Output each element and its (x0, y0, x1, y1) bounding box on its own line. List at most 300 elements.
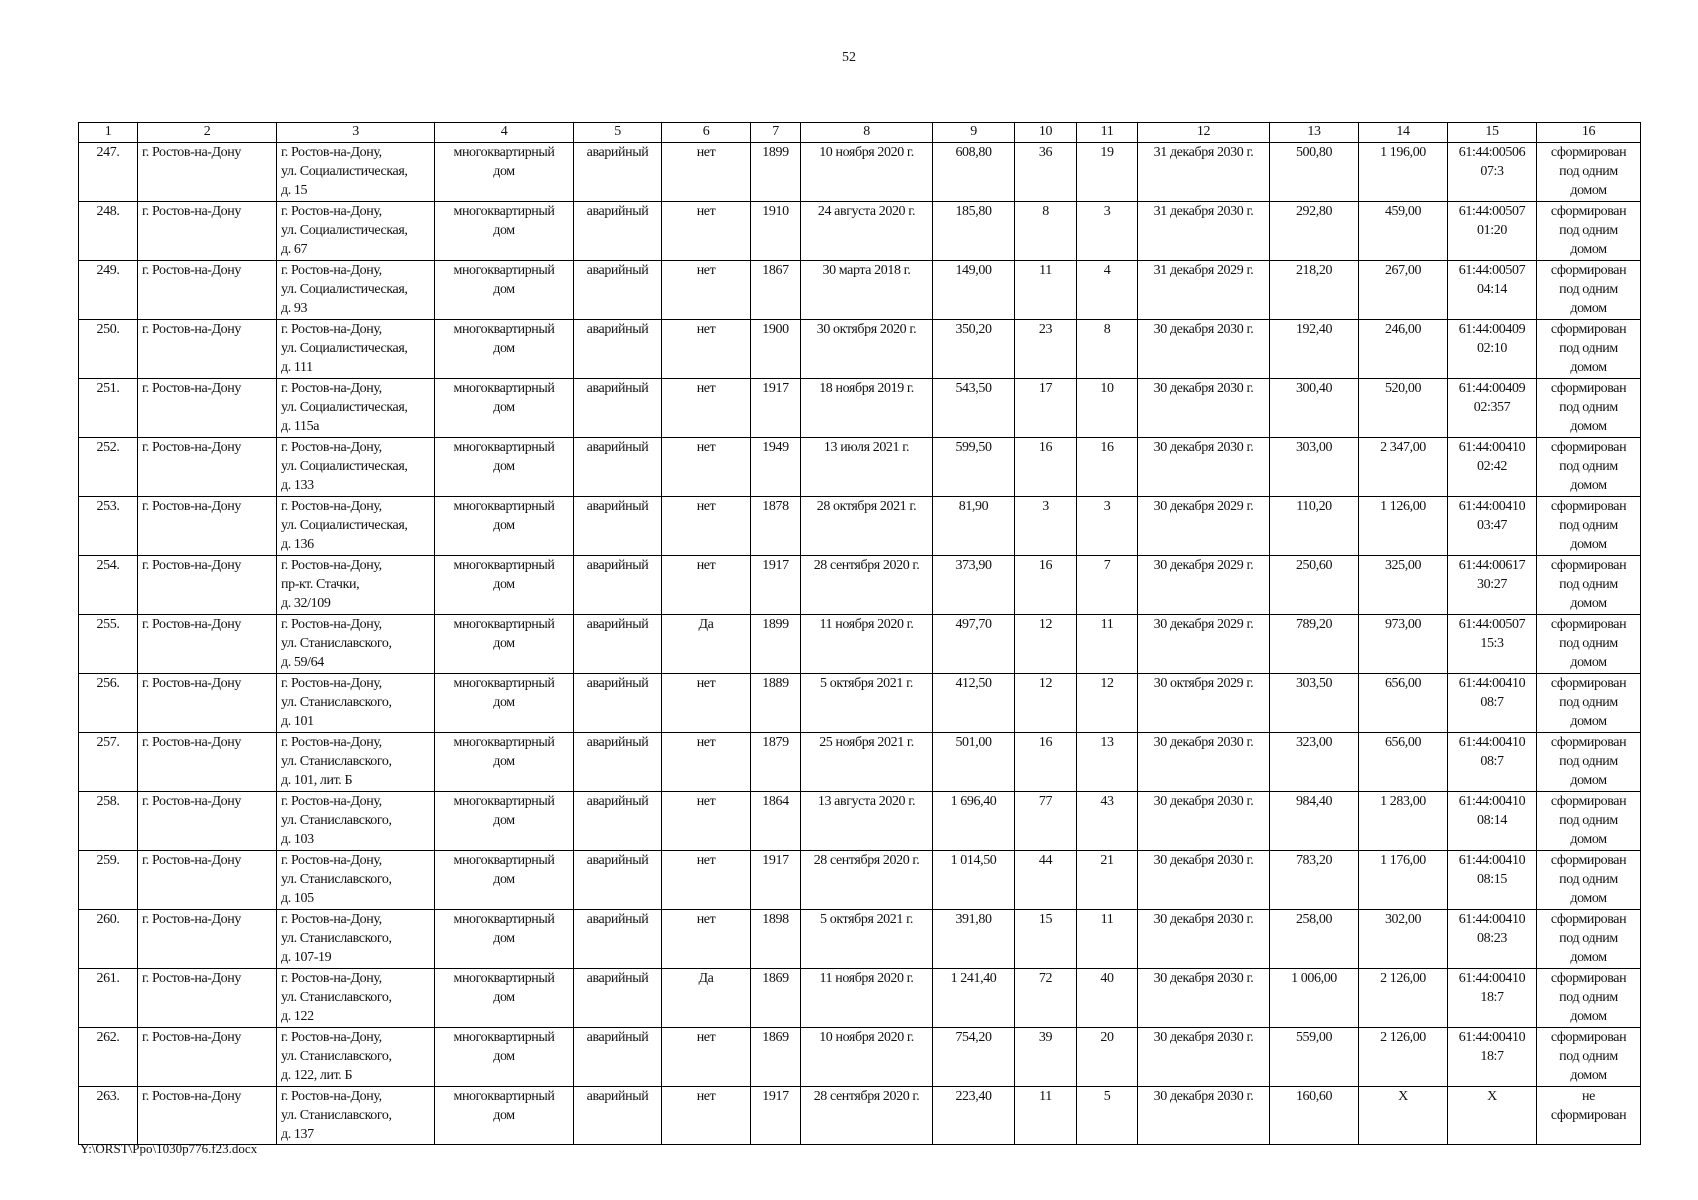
municipality-cell: г. Ростов-на-Дону (138, 1028, 277, 1087)
address-cell (277, 1028, 435, 1087)
address-cell (277, 910, 435, 969)
building-type-line: многоквартирный (453, 1030, 555, 1045)
land-plot-status-cell (1537, 556, 1641, 615)
deadline-cell: 30 декабря 2029 г. (1138, 497, 1270, 556)
year-built-cell: 1899 (751, 615, 801, 674)
address-line: г. Ростов-на-Дону, (281, 971, 382, 986)
land-plot-status-line: сформирован (1550, 676, 1627, 691)
table-row (79, 379, 1641, 438)
column-10-cell: 11 (1015, 1087, 1077, 1145)
building-type-cell (435, 969, 574, 1028)
address-cell (277, 202, 435, 261)
land-plot-status-line: под одним (1559, 813, 1618, 828)
cadastral-number-cell (1448, 615, 1537, 674)
land-plot-status-line: под одним (1559, 282, 1618, 297)
cadastral-number-line: 61:44:00506 (1458, 145, 1526, 160)
column-header-15: 15 (1448, 123, 1537, 143)
address-line: ул. Станиславского, (281, 754, 392, 769)
area-cell: 608,80 (933, 143, 1015, 202)
deadline-cell: 30 декабря 2029 г. (1138, 556, 1270, 615)
registry-table (78, 122, 1641, 1145)
address-line: ул. Социалистическая, (281, 282, 408, 297)
table-row (79, 202, 1641, 261)
building-type-line: многоквартирный (453, 676, 555, 691)
cadastral-number-line: 08:7 (1480, 754, 1504, 769)
area-cell: 149,00 (933, 261, 1015, 320)
address-line: ул. Социалистическая, (281, 341, 408, 356)
area-cell: 223,40 (933, 1087, 1015, 1145)
land-plot-status-line: сформирован (1550, 499, 1627, 514)
column-11-cell: 13 (1077, 733, 1138, 792)
cadastral-number-cell (1448, 320, 1537, 379)
year-built-cell: 1879 (751, 733, 801, 792)
municipality-cell: г. Ростов-на-Дону (138, 143, 277, 202)
table-row (79, 320, 1641, 379)
land-plot-status-line: под одним (1559, 518, 1618, 533)
recognition-date-cell: 28 октября 2021 г. (801, 497, 933, 556)
municipality-cell: г. Ростов-на-Дону (138, 733, 277, 792)
column-6-cell: нет (662, 851, 751, 910)
deadline-cell: 30 декабря 2030 г. (1138, 792, 1270, 851)
footer-file-path: Y:\ORST\Ppo\1030p776.f23.docx (80, 1141, 258, 1156)
year-built-cell: 1878 (751, 497, 801, 556)
column-header-11: 11 (1077, 123, 1138, 143)
column-13-cell: 984,40 (1270, 792, 1359, 851)
column-10-cell: 39 (1015, 1028, 1077, 1087)
row-number-cell: 263. (79, 1087, 138, 1145)
column-13-cell: 789,20 (1270, 615, 1359, 674)
building-type-line: многоквартирный (453, 1089, 555, 1104)
address-line: ул. Социалистическая, (281, 223, 408, 238)
municipality-cell: г. Ростов-на-Дону (138, 969, 277, 1028)
land-plot-status-cell (1537, 910, 1641, 969)
land-plot-status-cell (1537, 202, 1641, 261)
address-line: д. 133 (281, 478, 314, 493)
building-type-cell (435, 320, 574, 379)
cadastral-number-line: 61:44:00410 (1458, 794, 1526, 809)
recognition-date-cell: 13 июля 2021 г. (801, 438, 933, 497)
land-plot-status-line: сформирован (1550, 617, 1627, 632)
condition-cell: аварийный (574, 792, 662, 851)
land-plot-status-line: не (1582, 1089, 1595, 1104)
column-6-cell: нет (662, 320, 751, 379)
column-6-cell: нет (662, 733, 751, 792)
land-plot-status-line: сформирован (1550, 263, 1627, 278)
year-built-cell: 1899 (751, 143, 801, 202)
area-cell: 1 696,40 (933, 792, 1015, 851)
cadastral-number-line: 18:7 (1480, 1049, 1504, 1064)
building-type-cell (435, 910, 574, 969)
row-number-cell: 247. (79, 143, 138, 202)
address-line: г. Ростов-на-Дону, (281, 440, 382, 455)
column-14-cell: 2 126,00 (1359, 1028, 1448, 1087)
condition-cell: аварийный (574, 851, 662, 910)
cadastral-number-line: 61:44:00410 (1458, 853, 1526, 868)
building-type-line: многоквартирный (453, 971, 555, 986)
land-plot-status-line: под одним (1559, 636, 1618, 651)
land-plot-status-line: сформирован (1550, 440, 1627, 455)
recognition-date-cell: 18 ноября 2019 г. (801, 379, 933, 438)
cadastral-number-line: 61:44:00409 (1458, 381, 1526, 396)
year-built-cell: 1917 (751, 379, 801, 438)
column-10-cell: 8 (1015, 202, 1077, 261)
column-13-cell: 303,00 (1270, 438, 1359, 497)
land-plot-status-cell (1537, 969, 1641, 1028)
row-number-cell: 261. (79, 969, 138, 1028)
cadastral-number-line: 15:3 (1480, 636, 1504, 651)
building-type-cell (435, 556, 574, 615)
column-10-cell: 17 (1015, 379, 1077, 438)
address-line: г. Ростов-на-Дону, (281, 676, 382, 691)
column-14-cell: 267,00 (1359, 261, 1448, 320)
column-6-cell: Да (662, 615, 751, 674)
building-type-line: многоквартирный (453, 145, 555, 160)
land-plot-status-line: домом (1570, 773, 1607, 788)
address-line: г. Ростов-на-Дону, (281, 853, 382, 868)
cadastral-number-line: 61:44:00410 (1458, 440, 1526, 455)
address-line: г. Ростов-на-Дону, (281, 145, 382, 160)
address-cell (277, 851, 435, 910)
address-cell (277, 969, 435, 1028)
column-6-cell: нет (662, 438, 751, 497)
land-plot-status-line: сформирован (1550, 971, 1627, 986)
deadline-cell: 30 декабря 2030 г. (1138, 910, 1270, 969)
column-11-cell: 4 (1077, 261, 1138, 320)
row-number-cell: 251. (79, 379, 138, 438)
land-plot-status-line: сформирован (1550, 735, 1627, 750)
area-cell: 543,50 (933, 379, 1015, 438)
land-plot-status-line: сформирован (1550, 381, 1627, 396)
deadline-cell: 30 декабря 2029 г. (1138, 615, 1270, 674)
building-type-line: многоквартирный (453, 912, 555, 927)
land-plot-status-line: домом (1570, 419, 1607, 434)
area-cell: 350,20 (933, 320, 1015, 379)
address-line: ул. Социалистическая, (281, 459, 408, 474)
row-number-cell: 258. (79, 792, 138, 851)
column-6-cell: нет (662, 143, 751, 202)
column-11-cell: 11 (1077, 910, 1138, 969)
column-13-cell: 192,40 (1270, 320, 1359, 379)
building-type-line: дом (493, 813, 515, 828)
land-plot-status-line: домом (1570, 596, 1607, 611)
table-row (79, 733, 1641, 792)
address-line: ул. Социалистическая, (281, 164, 408, 179)
address-line: д. 122 (281, 1009, 314, 1024)
building-type-line: дом (493, 636, 515, 651)
column-11-cell: 5 (1077, 1087, 1138, 1145)
area-cell: 412,50 (933, 674, 1015, 733)
column-10-cell: 12 (1015, 615, 1077, 674)
land-plot-status-cell (1537, 1087, 1641, 1145)
recognition-date-cell: 30 марта 2018 г. (801, 261, 933, 320)
column-11-cell: 12 (1077, 674, 1138, 733)
municipality-cell: г. Ростов-на-Дону (138, 910, 277, 969)
condition-cell: аварийный (574, 1087, 662, 1145)
cadastral-number-line: 02:10 (1477, 341, 1507, 356)
cadastral-number-line: 18:7 (1480, 990, 1504, 1005)
column-14-cell: 1 196,00 (1359, 143, 1448, 202)
address-line: г. Ростов-на-Дону, (281, 499, 382, 514)
cadastral-number-cell (1448, 1087, 1537, 1145)
building-type-cell (435, 379, 574, 438)
column-11-cell: 10 (1077, 379, 1138, 438)
cadastral-number-line: 61:44:00410 (1458, 1030, 1526, 1045)
land-plot-status-line: под одним (1559, 931, 1618, 946)
cadastral-number-line: 61:44:00507 (1458, 263, 1526, 278)
column-header-8: 8 (801, 123, 933, 143)
area-cell: 81,90 (933, 497, 1015, 556)
column-13-cell: 292,80 (1270, 202, 1359, 261)
condition-cell: аварийный (574, 261, 662, 320)
area-cell: 185,80 (933, 202, 1015, 261)
municipality-cell: г. Ростов-на-Дону (138, 379, 277, 438)
municipality-cell: г. Ростов-на-Дону (138, 792, 277, 851)
recognition-date-cell: 10 ноября 2020 г. (801, 143, 933, 202)
municipality-cell: г. Ростов-на-Дону (138, 202, 277, 261)
building-type-line: дом (493, 1108, 515, 1123)
cadastral-number-line: 61:44:00507 (1458, 204, 1526, 219)
address-cell (277, 261, 435, 320)
address-cell (277, 1087, 435, 1145)
column-header-6: 6 (662, 123, 751, 143)
municipality-cell: г. Ростов-на-Дону (138, 497, 277, 556)
deadline-cell: 30 октября 2029 г. (1138, 674, 1270, 733)
column-header-4: 4 (435, 123, 574, 143)
land-plot-status-cell (1537, 438, 1641, 497)
row-number-cell: 254. (79, 556, 138, 615)
column-13-cell: 218,20 (1270, 261, 1359, 320)
building-type-cell (435, 497, 574, 556)
column-10-cell: 72 (1015, 969, 1077, 1028)
address-line: г. Ростов-на-Дону, (281, 735, 382, 750)
cadastral-number-cell (1448, 792, 1537, 851)
address-line: ул. Станиславского, (281, 1108, 392, 1123)
column-11-cell: 3 (1077, 497, 1138, 556)
building-type-line: дом (493, 282, 515, 297)
land-plot-status-line: домом (1570, 714, 1607, 729)
column-header-14: 14 (1359, 123, 1448, 143)
column-6-cell: нет (662, 202, 751, 261)
condition-cell: аварийный (574, 438, 662, 497)
table-row (79, 910, 1641, 969)
recognition-date-cell: 28 сентября 2020 г. (801, 556, 933, 615)
table-row (79, 1028, 1641, 1087)
building-type-line: многоквартирный (453, 853, 555, 868)
land-plot-status-cell (1537, 1028, 1641, 1087)
address-line: д. 137 (281, 1127, 314, 1142)
address-line: г. Ростов-на-Дону, (281, 558, 382, 573)
address-line: д. 103 (281, 832, 314, 847)
cadastral-number-line: 61:44:00617 (1458, 558, 1526, 573)
column-13-cell: 110,20 (1270, 497, 1359, 556)
building-type-cell (435, 674, 574, 733)
column-14-cell: 656,00 (1359, 674, 1448, 733)
address-line: г. Ростов-на-Дону, (281, 617, 382, 632)
column-11-cell: 19 (1077, 143, 1138, 202)
address-line: д. 67 (281, 242, 308, 257)
column-14-cell: 1 126,00 (1359, 497, 1448, 556)
address-line: д. 122, лит. Б (281, 1068, 353, 1083)
land-plot-status-line: сформирован (1550, 853, 1627, 868)
address-cell (277, 497, 435, 556)
condition-cell: аварийный (574, 379, 662, 438)
condition-cell: аварийный (574, 497, 662, 556)
column-10-cell: 77 (1015, 792, 1077, 851)
cadastral-number-line: 61:44:00409 (1458, 322, 1526, 337)
cadastral-number-cell (1448, 438, 1537, 497)
column-14-cell: 1 176,00 (1359, 851, 1448, 910)
recognition-date-cell: 25 ноября 2021 г. (801, 733, 933, 792)
building-type-line: дом (493, 400, 515, 415)
address-cell (277, 320, 435, 379)
land-plot-status-line: под одним (1559, 577, 1618, 592)
cadastral-number-cell (1448, 910, 1537, 969)
column-14-cell: Х (1359, 1087, 1448, 1145)
recognition-date-cell: 11 ноября 2020 г. (801, 969, 933, 1028)
column-11-cell: 21 (1077, 851, 1138, 910)
municipality-cell: г. Ростов-на-Дону (138, 261, 277, 320)
year-built-cell: 1917 (751, 1087, 801, 1145)
row-number-cell: 253. (79, 497, 138, 556)
row-number-cell: 260. (79, 910, 138, 969)
column-13-cell: 1 006,00 (1270, 969, 1359, 1028)
address-cell (277, 438, 435, 497)
building-type-cell (435, 733, 574, 792)
deadline-cell: 30 декабря 2030 г. (1138, 379, 1270, 438)
recognition-date-cell: 5 октября 2021 г. (801, 910, 933, 969)
area-cell: 1 241,40 (933, 969, 1015, 1028)
address-line: ул. Станиславского, (281, 872, 392, 887)
building-type-line: многоквартирный (453, 794, 555, 809)
address-line: г. Ростов-на-Дону, (281, 263, 382, 278)
land-plot-status-line: домом (1570, 242, 1607, 257)
column-6-cell: нет (662, 792, 751, 851)
cadastral-number-line: 08:15 (1477, 872, 1507, 887)
deadline-cell: 30 декабря 2030 г. (1138, 1028, 1270, 1087)
condition-cell: аварийный (574, 556, 662, 615)
land-plot-status-line: домом (1570, 950, 1607, 965)
cadastral-number-cell (1448, 851, 1537, 910)
column-13-cell: 500,80 (1270, 143, 1359, 202)
row-number-cell: 248. (79, 202, 138, 261)
land-plot-status-line: под одним (1559, 223, 1618, 238)
address-line: ул. Станиславского, (281, 636, 392, 651)
column-11-cell: 8 (1077, 320, 1138, 379)
land-plot-status-line: сформирован (1550, 1030, 1627, 1045)
cadastral-number-line: 04:14 (1477, 282, 1507, 297)
land-plot-status-cell (1537, 379, 1641, 438)
address-line: д. 101 (281, 714, 314, 729)
column-6-cell: нет (662, 674, 751, 733)
address-line: пр-кт. Стачки, (281, 577, 360, 592)
land-plot-status-line: сформирован (1550, 204, 1627, 219)
year-built-cell: 1867 (751, 261, 801, 320)
cadastral-number-line: 61:44:00410 (1458, 735, 1526, 750)
deadline-cell: 31 декабря 2030 г. (1138, 202, 1270, 261)
land-plot-status-line: домом (1570, 832, 1607, 847)
building-type-cell (435, 143, 574, 202)
address-line: ул. Социалистическая, (281, 518, 408, 533)
column-14-cell: 1 283,00 (1359, 792, 1448, 851)
column-13-cell: 250,60 (1270, 556, 1359, 615)
address-line: г. Ростов-на-Дону, (281, 1030, 382, 1045)
cadastral-number-cell (1448, 202, 1537, 261)
column-14-cell: 973,00 (1359, 615, 1448, 674)
land-plot-status-cell (1537, 615, 1641, 674)
address-line: д. 111 (281, 360, 313, 375)
address-line: г. Ростов-на-Дону, (281, 912, 382, 927)
recognition-date-cell: 10 ноября 2020 г. (801, 1028, 933, 1087)
land-plot-status-line: под одним (1559, 754, 1618, 769)
condition-cell: аварийный (574, 320, 662, 379)
land-plot-status-line: домом (1570, 1068, 1607, 1083)
building-type-line: многоквартирный (453, 204, 555, 219)
column-14-cell: 325,00 (1359, 556, 1448, 615)
cadastral-number-line: 03:47 (1477, 518, 1507, 533)
address-cell (277, 556, 435, 615)
land-plot-status-line: сформирован (1550, 558, 1627, 573)
building-type-line: дом (493, 695, 515, 710)
building-type-line: многоквартирный (453, 617, 555, 632)
cadastral-number-cell (1448, 733, 1537, 792)
building-type-cell (435, 615, 574, 674)
cadastral-number-line: 01:20 (1477, 223, 1507, 238)
building-type-line: дом (493, 990, 515, 1005)
recognition-date-cell: 13 августа 2020 г. (801, 792, 933, 851)
building-type-line: дом (493, 223, 515, 238)
address-line: д. 105 (281, 891, 314, 906)
land-plot-status-cell (1537, 851, 1641, 910)
condition-cell: аварийный (574, 969, 662, 1028)
column-10-cell: 16 (1015, 438, 1077, 497)
land-plot-status-cell (1537, 674, 1641, 733)
land-plot-status-line: домом (1570, 183, 1607, 198)
year-built-cell: 1900 (751, 320, 801, 379)
address-line: д. 101, лит. Б (281, 773, 353, 788)
land-plot-status-line: сформирован (1550, 912, 1627, 927)
cadastral-number-line: 61:44:00410 (1458, 676, 1526, 691)
column-6-cell: нет (662, 261, 751, 320)
cadastral-number-line: 02:42 (1477, 459, 1507, 474)
land-plot-status-line: под одним (1559, 1049, 1618, 1064)
column-6-cell: нет (662, 910, 751, 969)
column-6-cell: Да (662, 969, 751, 1028)
column-11-cell: 16 (1077, 438, 1138, 497)
land-plot-status-line: под одним (1559, 164, 1618, 179)
condition-cell: аварийный (574, 674, 662, 733)
cadastral-number-cell (1448, 556, 1537, 615)
municipality-cell: г. Ростов-на-Дону (138, 615, 277, 674)
column-header-5: 5 (574, 123, 662, 143)
building-type-line: многоквартирный (453, 322, 555, 337)
land-plot-status-cell (1537, 320, 1641, 379)
year-built-cell: 1869 (751, 969, 801, 1028)
column-11-cell: 43 (1077, 792, 1138, 851)
building-type-line: дом (493, 518, 515, 533)
column-10-cell: 23 (1015, 320, 1077, 379)
land-plot-status-cell (1537, 497, 1641, 556)
address-cell (277, 674, 435, 733)
building-type-line: многоквартирный (453, 735, 555, 750)
recognition-date-cell: 28 сентября 2020 г. (801, 851, 933, 910)
land-plot-status-line: домом (1570, 891, 1607, 906)
column-10-cell: 36 (1015, 143, 1077, 202)
column-11-cell: 11 (1077, 615, 1138, 674)
area-cell: 501,00 (933, 733, 1015, 792)
year-built-cell: 1949 (751, 438, 801, 497)
cadastral-number-cell (1448, 1028, 1537, 1087)
address-line: г. Ростов-на-Дону, (281, 204, 382, 219)
